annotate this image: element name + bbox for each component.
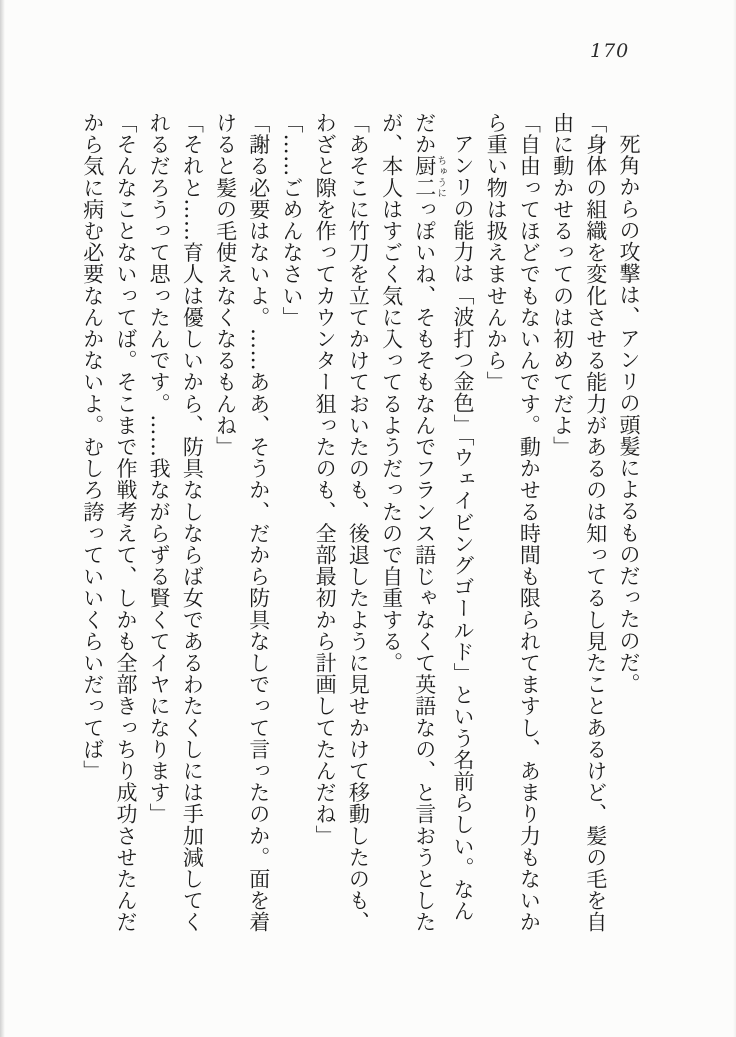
text-line: 「身体の組織を変化させる能力があるのは知ってるし見たことあるけど、髪の毛を自	[583, 112, 608, 933]
page-left-edge-shading	[0, 0, 5, 1037]
ruby-annotated-word: 厨二ちゅうに	[412, 155, 447, 199]
page-text	[76, 112, 645, 934]
text-line: 「自由ってほどでもないんです。動かせる時間も限られてますし、あまり力もないか	[517, 112, 542, 933]
text-line: アンリの能力は「波打つ金色」「ウェイビングゴールド」という名前らしい。なん	[450, 133, 475, 922]
text-line: ら重い物は扱えませんから」	[484, 112, 509, 393]
text-line: 「あそこに竹刀を立てかけておいたのも、後退したように見せかけて移動したのも、	[346, 112, 371, 933]
page-number: 170	[590, 40, 630, 62]
text-line: けると髪の毛使えなくなるもんね」	[213, 112, 238, 458]
text-line: わざと隙を作ってカウンター狙ったのも、全部最初から計画してたんだね」	[313, 112, 338, 847]
text-line: が、本人はすごく気に入ってるようだったので自重する。	[379, 112, 404, 674]
text-line: 死角からの攻撃は、アンリの頭髪によるものだったのだ。	[617, 133, 641, 695]
text-line: 「それと……育人は優しいから、防具なしならば女であるわたくしには手加減してく	[180, 112, 205, 933]
text-line: 由に動かせるってのは初めてだよ」	[550, 112, 575, 458]
text-line: 「そんなことないってば。そこまで作戦考えて、しかも全部きっちり成功させたんだ	[113, 112, 138, 933]
text-line: から気に病む必要なんかないよ。むしろ誇っていいくらいだってば」	[80, 112, 105, 782]
text-line: だか厨二ちゅうにっぽいね、そもそもなんでフランス語じゃなくて英語なの、と言おうとした	[412, 112, 447, 933]
text-line: 「……ごめんなさい」	[279, 112, 304, 328]
text-line: 「謝る必要はないよ。……ああ、そうか、だから防具なしでって言ったのか。面を着	[246, 112, 271, 933]
text-line: れるだろうって思ったんです。……我ながらずる賢くてイヤになります」	[147, 112, 172, 825]
